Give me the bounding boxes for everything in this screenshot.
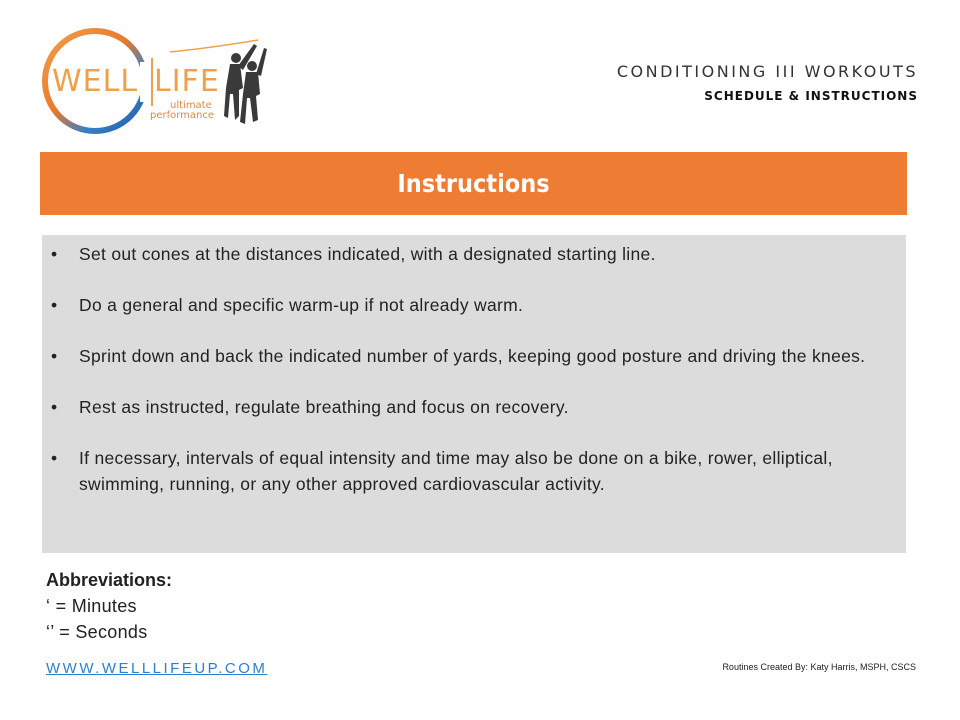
- instructions-list: [42, 241, 902, 522]
- logo-swoosh-icon: [170, 40, 258, 52]
- list-item: [42, 241, 902, 267]
- list-item: [42, 343, 902, 369]
- bullet-icon: •: [51, 397, 58, 417]
- list-item: [42, 292, 902, 318]
- list-item: [42, 394, 902, 420]
- welllife-logo: [40, 28, 272, 138]
- instructions-heading: Instructions: [397, 169, 550, 198]
- website-link[interactable]: WWW.WELLLIFEUP.COM: [46, 660, 268, 677]
- abbreviations-title: Abbreviations:: [46, 570, 173, 590]
- logo-word-life: LIFE: [154, 64, 220, 99]
- logo-word-well: WELL: [52, 64, 139, 99]
- instructions-panel: [42, 235, 906, 553]
- abbreviation-minutes: ‘ = Minutes: [46, 596, 137, 616]
- bullet-icon: •: [51, 448, 58, 468]
- bullet-icon: •: [51, 346, 58, 366]
- page-subtitle: SCHEDULE & INSTRUCTIONS: [704, 89, 918, 103]
- logo-tagline-ultimate: ultimate: [170, 100, 212, 111]
- instructions-banner: [40, 152, 907, 215]
- instruction-text: Rest as instructed, regulate breathing and focus on recovery.: [79, 397, 569, 417]
- logo-tagline-performance: performance: [150, 110, 215, 121]
- abbreviation-seconds: ‘’ = Seconds: [46, 622, 148, 642]
- instruction-text: Set out cones at the distances indicated, with a designated starting line.: [79, 244, 656, 264]
- athletes-silhouette-icon: [224, 44, 267, 124]
- instruction-text: If necessary, intervals of equal intensity and time may also be done on a bike, rower, elliptical, swimming, running, or any other approved cardiovascular activity.: [79, 448, 833, 494]
- page-title: CONDITIONING III WORKOUTS: [616, 62, 918, 81]
- abbreviations: [46, 567, 172, 645]
- author-credit: Routines Created By: Katy Harris, MSPH, CSCS: [722, 662, 916, 672]
- instruction-text: Do a general and specific warm-up if not already warm.: [79, 295, 524, 315]
- bullet-icon: •: [51, 244, 58, 264]
- bullet-icon: •: [51, 295, 58, 315]
- instruction-text: Sprint down and back the indicated number of yards, keeping good posture and driving the knees.: [79, 346, 866, 366]
- list-item: [42, 445, 902, 497]
